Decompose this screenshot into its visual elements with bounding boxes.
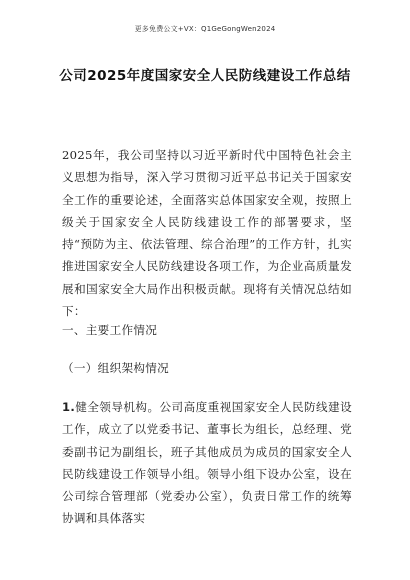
header-note: 更多免费公文+VX：Q1GeGongWen2024 [134,25,276,33]
item-number: 1. [62,400,76,414]
item-text: 健全领导机构。公司高度重视国家安全人民防线建设工作，成立了以党委书记、董事长为组长，总经理、党委副书记为副组长，班子其他成员为成员的国家安全人民防线建设工作领导小组。领导小组下设办公室，设在公司综合管理部（党委办公室），负责日常工作的统筹协调和具体落实 [62,400,352,526]
subsection-heading: （一）组织架构情况 [62,361,170,375]
document-title: 公司2025年度国家安全人民防线建设工作总结 [59,68,351,84]
intro-paragraph: 2025年，我公司坚持以习近平新时代中国特色社会主义思想为指导，深入学习贯彻习近平总书记关于国家安全工作的重要论述，全面落实总体国家安全观，按照上级关于国家安全人民防线建设工作的部署要求，坚持“预防为主、依法管理、综合治理”的工作方针，扎实推进国家安全人民防线建设各项工作，为企业高质量发展和国家安全大局作出积极贡献。现将有关情况总结如下： [62,148,352,319]
section-heading: 一、主要工作情况 [62,323,158,337]
body-paragraph [62,396,352,530]
